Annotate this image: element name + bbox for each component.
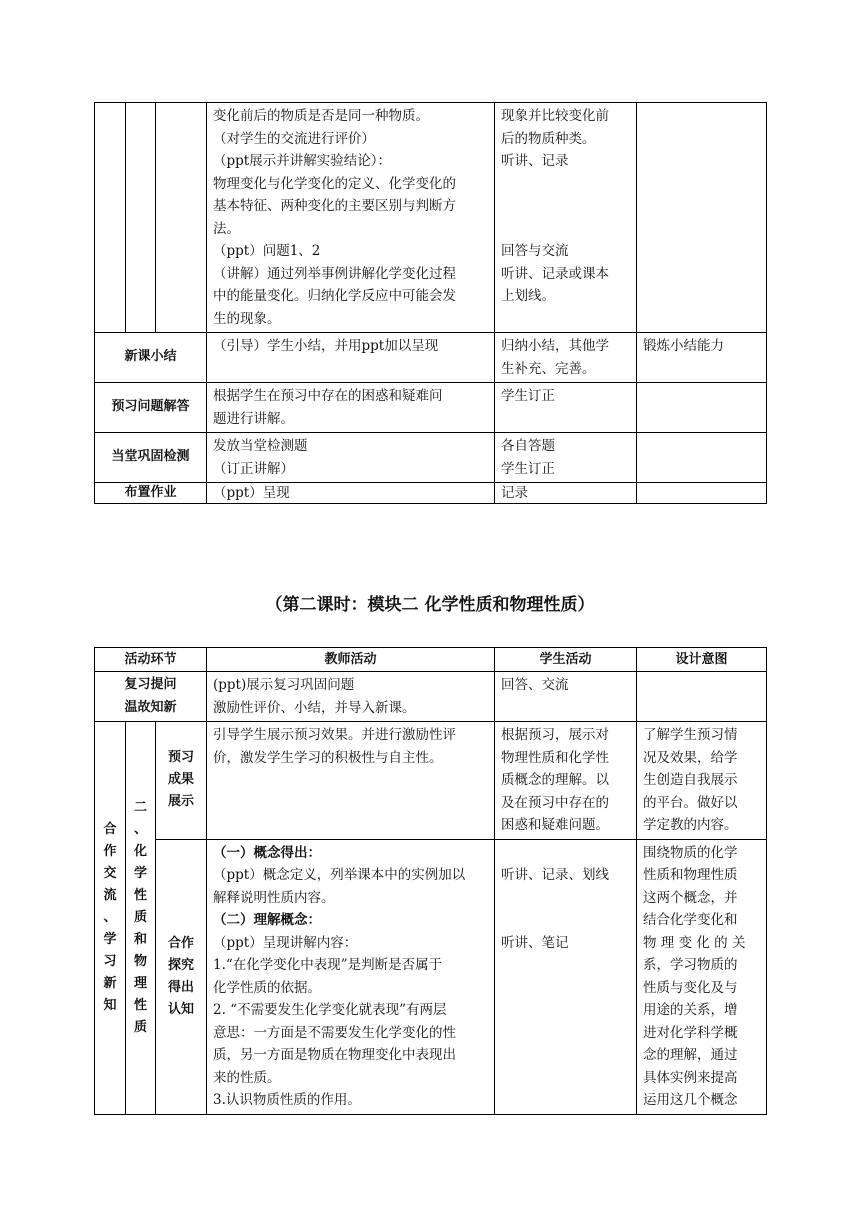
design-intent-cell	[637, 103, 767, 333]
teacher-activity-cell	[207, 103, 495, 333]
teacher-activity-cell: （引导）学生小结，并用ppt加以呈现	[207, 333, 495, 383]
vertical-char: 理	[133, 975, 147, 991]
text-line: 上划线。	[501, 288, 555, 304]
student-activity-cell: 学生订正	[495, 383, 637, 433]
vertical-char: 合	[103, 821, 117, 837]
vertical-char: 性	[133, 997, 147, 1013]
text-line: 中的能量变化。归纳化学反应中可能会发	[213, 288, 456, 304]
text-line: 了解学生预习情	[643, 727, 738, 743]
table-row	[95, 433, 767, 483]
text-line: 具体实例来提高	[643, 1069, 738, 1086]
text-line: 展示	[167, 794, 194, 810]
text-line: 化学性质的依据。	[213, 979, 321, 996]
text-line: 发放当堂检测题	[213, 438, 308, 454]
text-line: （一）概念得出：	[213, 844, 321, 861]
text-line: 得出	[167, 979, 194, 995]
student-activity-cell: 记录	[495, 483, 637, 504]
text-line: 用途的关系，增	[643, 1002, 738, 1018]
module-vertical-label	[126, 722, 156, 1115]
text-line: 激励性评价、小结，并导入新课。	[213, 699, 416, 716]
vertical-char: 质	[133, 1019, 147, 1035]
text-line: 听讲、记录	[501, 153, 569, 169]
text-line: 根据学生在预习中存在的困惑和疑难问	[213, 388, 443, 404]
design-intent-cell: 锻炼小结能力	[637, 333, 767, 383]
header-teacher: 教师活动	[207, 648, 495, 672]
text-line: （ppt展示并讲解实验结论）：	[213, 153, 391, 169]
text-line: （ppt）呈现讲解内容：	[213, 934, 358, 951]
text-line: （ppt）概念定义，列举课本中的实例加以	[213, 867, 466, 883]
preview-label	[156, 722, 207, 840]
text-line: 性质和物理性质	[643, 867, 738, 883]
text-line: 进对化学科学概	[643, 1024, 738, 1041]
table-row	[95, 103, 767, 333]
text-line: 学定教的内容。	[643, 817, 738, 833]
text-line: 预习	[167, 750, 194, 766]
text-line	[501, 195, 630, 218]
text-line	[501, 218, 630, 241]
teacher-activity-cell	[207, 839, 495, 1114]
review-label	[95, 672, 207, 722]
stage-vertical-label	[95, 722, 126, 1115]
vertical-char: 性	[133, 887, 147, 903]
text-line: （ppt）问题1、2	[213, 243, 321, 259]
vertical-char: 、	[103, 909, 117, 925]
text-line: 意思：一方面是不需要发生化学变化的性	[213, 1024, 456, 1041]
text-line: 质概念的理解。以	[501, 772, 609, 788]
text-line: 法。	[213, 220, 240, 237]
text-line: 合作	[167, 935, 194, 951]
lesson-plan-table-2	[94, 647, 767, 1115]
stage-col2-cell	[126, 103, 156, 333]
text-line: 成果	[167, 772, 194, 788]
text-line: 念的理解，通过	[643, 1047, 738, 1063]
text-line: 2. “不需要发生化学变化就表现”有两层	[213, 1002, 447, 1018]
design-intent-cell	[637, 383, 767, 433]
vertical-char: 交	[103, 865, 117, 881]
text-line: 1.“在化学变化中表现”是判断是否属于	[213, 957, 443, 973]
text-line: 3.认识物质性质的作用。	[213, 1092, 361, 1108]
text-line: 价，激发学生学习的积极性与自主性。	[213, 749, 443, 766]
homework-label: 布置作业	[95, 483, 207, 504]
vertical-char: 物	[133, 953, 147, 969]
text-line: 归纳小结，其他学	[501, 338, 609, 354]
text-line: （讲解）通过列举事例讲解化学变化过程	[213, 265, 456, 282]
table-row	[95, 722, 767, 840]
text-line: 物 理 变 化 的 关	[643, 934, 746, 951]
table-row	[95, 839, 767, 1114]
text-line: 来的性质。	[213, 1069, 281, 1086]
text-line: 后的物质种类。	[501, 130, 596, 147]
student-activity-cell	[495, 433, 637, 483]
teacher-activity-cell: （ppt）呈现	[207, 483, 495, 504]
teacher-activity-cell	[207, 722, 495, 840]
text-line: 生的现象。	[213, 310, 281, 327]
text-line: 题进行讲解。	[213, 410, 294, 427]
teacher-activity-cell	[207, 383, 495, 433]
table-row	[95, 333, 767, 383]
stage-col3-cell	[156, 103, 207, 333]
text-line: 根据预习，展示对	[501, 727, 609, 743]
text-line: 变化前后的物质是否是同一种物质。	[213, 108, 429, 124]
text-line: （对学生的交流进行评价）	[213, 130, 375, 147]
text-line: 现象并比较变化前	[501, 108, 609, 124]
table-row	[95, 483, 767, 504]
text-line: 物理变化与化学变化的定义、化学变化的	[213, 175, 456, 192]
text-line: 围绕物质的化学	[643, 844, 738, 861]
text-line: 困惑和疑难问题。	[501, 817, 609, 833]
text-line: 的平台。做好以	[643, 794, 738, 811]
text-line: （订正讲解）	[213, 460, 294, 477]
student-activity-cell	[495, 103, 637, 333]
design-intent-cell	[637, 672, 767, 722]
text-line: (ppt)展示复习巩固问题	[213, 677, 355, 693]
student-activity-cell	[495, 839, 637, 1114]
student-activity-cell	[495, 722, 637, 840]
text-line: 回答与交流	[501, 243, 569, 259]
vertical-char: 二	[133, 799, 147, 815]
text-line: 复习提问	[124, 677, 177, 692]
text-line	[501, 887, 630, 910]
text-line: 性质与变化及与	[643, 979, 738, 996]
text-line: （二）理解概念：	[213, 912, 321, 928]
vertical-char: 知	[103, 997, 117, 1013]
text-line: 学生订正	[501, 460, 555, 477]
text-line: 及在预习中存在的	[501, 794, 609, 811]
teacher-activity-cell	[207, 672, 495, 722]
student-activity-cell	[495, 333, 637, 383]
vertical-char: 化	[133, 843, 147, 859]
text-line: 系，学习物质的	[643, 957, 738, 973]
text-line: 况及效果，给学	[643, 749, 738, 766]
text-line: 生补充、完善。	[501, 360, 596, 377]
stage-col1-cell	[95, 103, 126, 333]
text-line: 探究	[167, 957, 194, 973]
text-line: 温故知新	[124, 699, 177, 715]
table-row	[95, 383, 767, 433]
vertical-char: 作	[103, 843, 117, 859]
student-activity-cell: 回答、交流	[495, 672, 637, 722]
header-student: 学生活动	[495, 648, 637, 672]
design-intent-cell	[637, 722, 767, 840]
text-line: 这两个概念，并	[643, 889, 738, 906]
header-row	[95, 648, 767, 672]
vertical-char: 新	[103, 975, 117, 991]
text-line: 听讲、记录或课本	[501, 265, 609, 282]
text-line: 物理性质和化学性	[501, 749, 609, 766]
vertical-char: 、	[133, 821, 147, 837]
design-intent-cell	[637, 433, 767, 483]
vertical-char: 流	[103, 887, 117, 903]
vertical-char: 学	[103, 931, 117, 947]
text-line: 基本特征、两种变化的主要区别与判断方	[213, 198, 456, 214]
qa-label: 预习问题解答	[95, 383, 207, 433]
design-intent-cell	[637, 483, 767, 504]
check-label: 当堂巩固检测	[95, 433, 207, 483]
section-title: （第二课时：模块二 化学性质和物理性质）	[265, 595, 595, 615]
text-line: 听讲、笔记	[501, 934, 569, 951]
text-line: 引导学生展示预习效果。并进行激励性评	[213, 727, 456, 743]
vertical-char: 习	[103, 953, 117, 969]
text-line	[501, 842, 630, 865]
text-line: 质，另一方面是物质在物理变化中表现出	[213, 1047, 456, 1063]
table-row	[95, 672, 767, 722]
text-line	[501, 909, 630, 932]
vertical-char: 学	[133, 865, 147, 881]
text-line: 生创造自我展示	[643, 772, 738, 788]
text-line: 结合化学变化和	[643, 912, 738, 928]
vertical-char: 质	[133, 909, 147, 925]
header-design: 设计意图	[637, 648, 767, 672]
text-line: 听讲、记录、划线	[501, 867, 609, 883]
text-line: 解释说明性质内容。	[213, 889, 335, 906]
lesson-plan-table-1	[94, 102, 767, 504]
text-line: 运用这几个概念	[643, 1092, 738, 1108]
vertical-char: 和	[133, 931, 147, 947]
text-line: 认知	[167, 1001, 194, 1017]
summary-label: 新课小结	[95, 333, 207, 383]
text-line: 各自答题	[501, 438, 555, 454]
text-line	[501, 173, 630, 196]
design-intent-cell	[637, 839, 767, 1114]
explore-label	[156, 839, 207, 1114]
header-stage: 活动环节	[95, 648, 207, 672]
teacher-activity-cell	[207, 433, 495, 483]
